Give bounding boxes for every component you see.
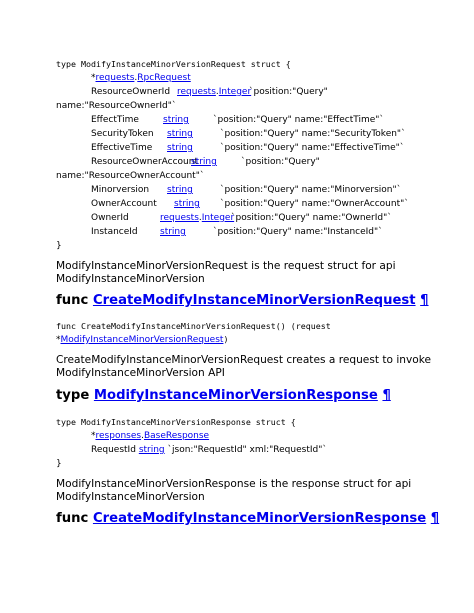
requests-package-link[interactable]: requests: [160, 213, 199, 223]
create-request-func-link[interactable]: CreateModifyInstanceMinorVersionRequest: [92, 293, 416, 308]
field-tag-securitytoken: `position:"Query" name:"SecurityToken"`: [220, 129, 406, 139]
response-desc-line1: ModifyInstanceMinorVersionResponse is the response struct for api: [56, 478, 412, 490]
func-keyword: func: [56, 293, 93, 308]
request-struct-header: type ModifyInstanceMinorVersionRequest struct {: [56, 59, 291, 69]
integer-type-link[interactable]: Integer: [201, 213, 235, 223]
field-type-effectivetime[interactable]: string: [167, 143, 193, 153]
field-name-effecttime: EffectTime: [91, 115, 139, 125]
baseresponse-type-link[interactable]: BaseResponse: [143, 431, 210, 441]
create-request-signature-line1: func CreateModifyInstanceMinorVersionRequest() (request: [56, 321, 331, 331]
type-keyword: type: [56, 388, 94, 403]
field-tag-minorversion: `position:"Query" name:"Minorversion"`: [220, 185, 402, 195]
func-create-request-heading: [56, 293, 429, 308]
integer-type-link[interactable]: Integer: [218, 87, 252, 97]
request-desc-line2: ModifyInstanceMinorVersion: [56, 273, 205, 285]
field-name-ownerid: OwnerId: [91, 213, 129, 223]
create-request-desc-line1: CreateModifyInstanceMinorVersionRequest creates a request to invoke: [56, 354, 432, 366]
field-name-resourceownerid: ResourceOwnerId: [91, 87, 171, 97]
embed-star: *: [91, 73, 96, 83]
pilcrow-anchor-link[interactable]: ¶: [420, 293, 429, 308]
requests-package-link[interactable]: requests: [177, 87, 216, 97]
field-tag-effectivetime: `position:"Query" name:"EffectiveTime"`: [220, 143, 405, 153]
response-field-line: [91, 445, 327, 455]
rpcrequest-type-link[interactable]: RpcRequest: [137, 73, 191, 83]
create-response-func-link[interactable]: CreateModifyInstanceMinorVersionResponse: [92, 511, 427, 526]
response-struct-header: type ModifyInstanceMinorVersionResponse struct {: [56, 417, 296, 427]
response-embed-line: *responses.BaseResponse: [91, 431, 210, 441]
responses-package-link[interactable]: responses: [95, 431, 142, 441]
response-struct-close: }: [56, 459, 62, 469]
field-tag-resourceowneraccount-cont: name:"ResourceOwnerAccount"`: [56, 171, 205, 181]
field-tag-effecttime: `position:"Query" name:"EffectTime"`: [213, 115, 384, 125]
request-embed-line: *requests.RpcRequest: [91, 73, 191, 83]
field-tag-resourceownerid-cont: name:"ResourceOwnerId"`: [56, 101, 177, 111]
func-keyword: func: [56, 511, 93, 526]
field-type-ownerid: requests.Integer: [160, 213, 235, 223]
field-tag-requestid: `json:"RequestId" xml:"RequestId"`: [167, 445, 327, 455]
field-name-requestid: RequestId: [91, 445, 136, 455]
requests-package-link[interactable]: requests: [95, 73, 135, 83]
response-type-link[interactable]: ModifyInstanceMinorVersionResponse: [93, 388, 378, 403]
field-tag-ownerid: `position:"Query" name:"OwnerId"`: [231, 213, 392, 223]
field-type-minorversion[interactable]: string: [167, 185, 193, 195]
field-type-resourceownerid: requests.Integer: [177, 87, 252, 97]
field-name-resourceowneraccount: ResourceOwnerAccount: [91, 157, 198, 167]
field-type-effecttime[interactable]: string: [163, 115, 189, 125]
request-desc-line1: ModifyInstanceMinorVersionRequest is the request struct for api: [56, 260, 396, 272]
request-type-link[interactable]: ModifyInstanceMinorVersionRequest: [60, 335, 224, 345]
field-tag-instanceid: `position:"Query" name:"InstanceId"`: [213, 227, 383, 237]
field-name-effectivetime: EffectiveTime: [91, 143, 153, 153]
pilcrow-anchor-link[interactable]: ¶: [382, 388, 391, 403]
response-desc-line2: ModifyInstanceMinorVersion: [56, 491, 205, 503]
field-type-owneraccount[interactable]: string: [174, 199, 200, 209]
field-type-instanceid[interactable]: string: [160, 227, 186, 237]
field-tag-resourceowneraccount: `position:"Query": [241, 157, 320, 167]
field-type-securitytoken[interactable]: string: [167, 129, 193, 139]
field-type-resourceowneraccount[interactable]: string: [191, 157, 217, 167]
create-request-desc-line2: ModifyInstanceMinorVersion API: [56, 367, 225, 379]
pilcrow-anchor-link[interactable]: ¶: [430, 511, 440, 526]
create-request-signature-line2: *ModifyInstanceMinorVersionRequest): [56, 334, 229, 345]
type-response-heading: [56, 388, 391, 403]
field-name-owneraccount: OwnerAccount: [91, 199, 157, 209]
field-name-minorversion: Minorversion: [91, 185, 150, 195]
field-name-instanceid: InstanceId: [91, 227, 138, 237]
request-struct-close: }: [56, 241, 62, 251]
field-tag-owneraccount: `position:"Query" name:"OwnerAccount"`: [220, 199, 409, 209]
field-type-requestid[interactable]: string: [138, 445, 165, 455]
field-name-securitytoken: SecurityToken: [91, 129, 154, 139]
func-create-response-heading: [56, 511, 439, 526]
field-tag-resourceownerid: `position:"Query": [249, 87, 328, 97]
